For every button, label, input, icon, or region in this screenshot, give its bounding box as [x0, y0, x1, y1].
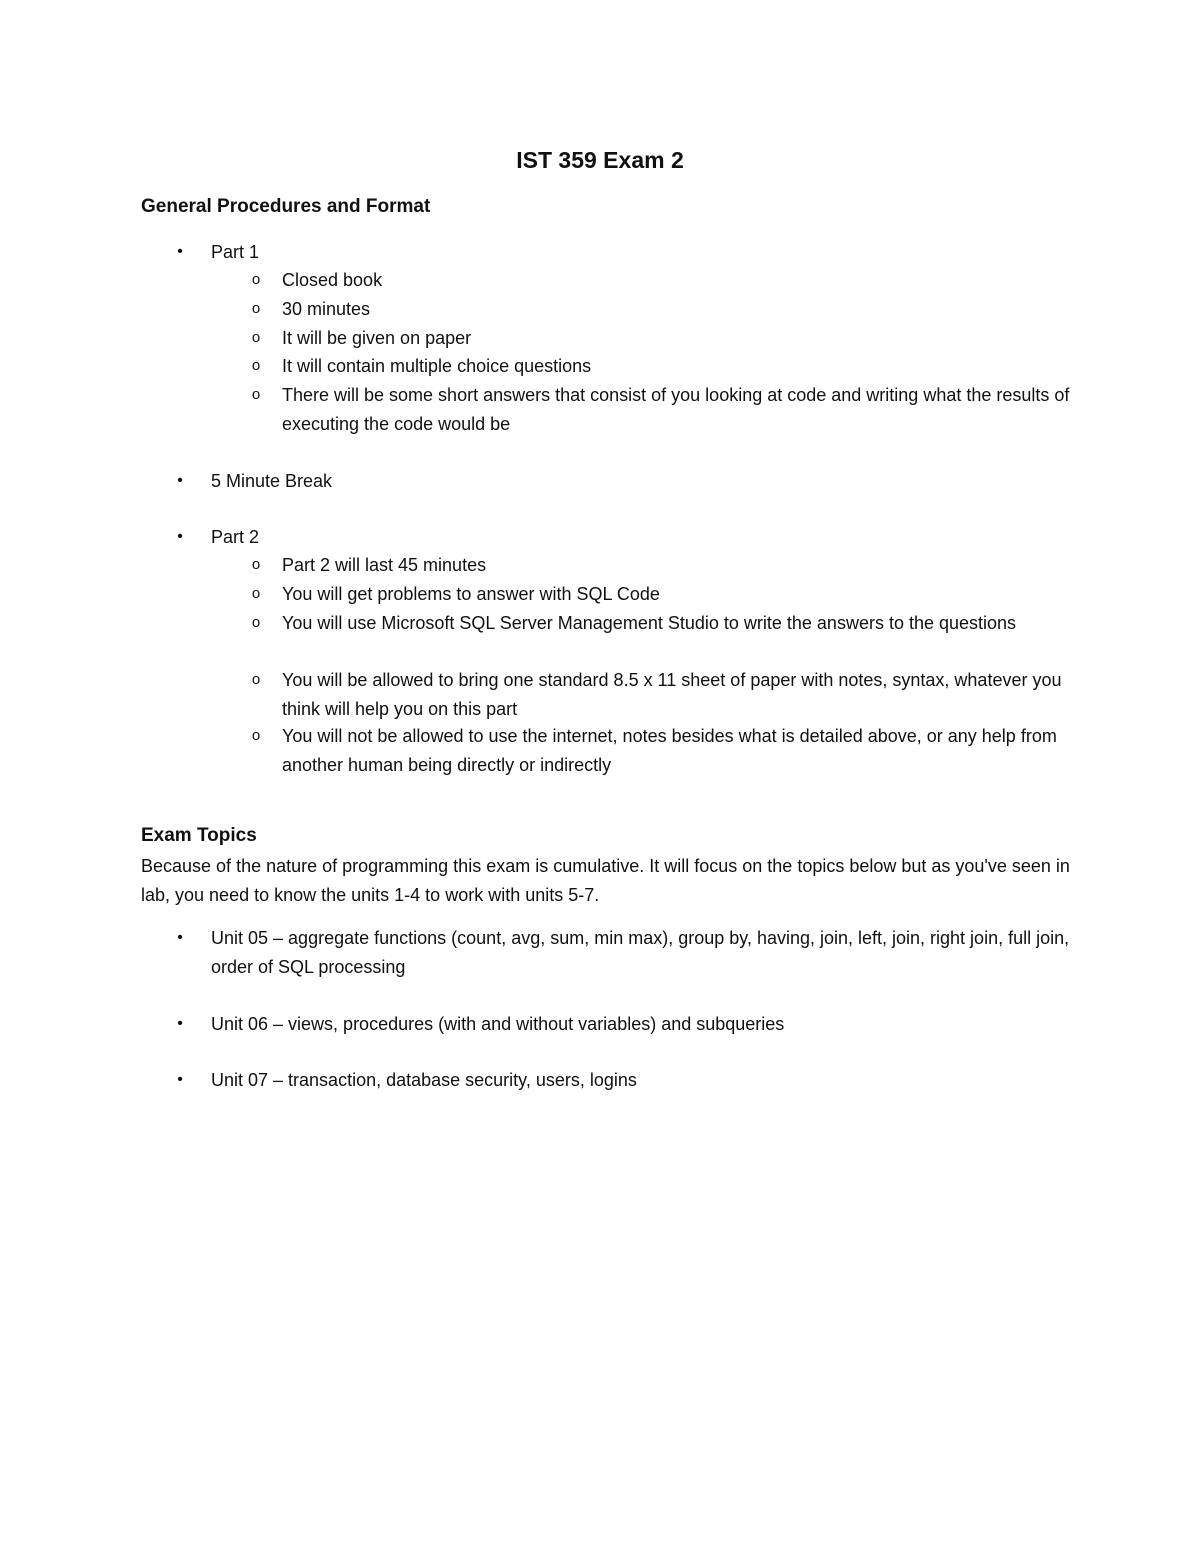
sub-bullet-icon: o: [251, 300, 261, 317]
sub-bullet-icon: o: [251, 357, 261, 374]
sub-list-item: [141, 352, 1071, 381]
document-title: IST 359 Exam 2: [516, 147, 684, 173]
sub-bullet-icon: o: [251, 727, 261, 744]
sub-list-item-text: 30 minutes: [282, 299, 371, 319]
sub-list-item-text: You will use Microsoft SQL Server Management Studio to write the answers to the questions: [282, 613, 1017, 633]
sub-list-item: [141, 381, 1071, 438]
sub-list-item: [141, 324, 1071, 353]
bullet-icon: •: [177, 472, 183, 489]
sub-bullet-icon: o: [251, 329, 261, 346]
sub-list-item-text: You will be allowed to bring one standard 8.5 x 11 sheet of paper with notes, syntax, whatever you think will help you on this part: [282, 670, 1062, 719]
sub-list-item-text: It will contain multiple choice questions: [282, 356, 592, 376]
sub-list-item: [141, 666, 1071, 723]
bullet-icon: •: [177, 1071, 183, 1088]
sub-list-item-text: Closed book: [282, 270, 383, 290]
list-item-text: Unit 06 – views, procedures (with and without variables) and subqueries: [211, 1014, 785, 1034]
section-heading-topics: Exam Topics: [141, 825, 257, 846]
sub-bullet-icon: o: [251, 614, 261, 631]
sub-list-item-text: It will be given on paper: [282, 328, 472, 348]
list-item-text: Unit 05 – aggregate functions (count, avg, sum, min max), group by, having, join, left, join, right join, full join, order of SQL processing: [211, 928, 1070, 977]
list-item-break: [141, 467, 1071, 496]
bullet-icon: •: [177, 528, 183, 545]
bullet-icon: •: [177, 929, 183, 946]
list-item-label: 5 Minute Break: [211, 471, 333, 491]
sub-list-item: [141, 295, 1071, 324]
sub-bullet-icon: o: [251, 556, 261, 573]
list-item-part2: [141, 523, 1071, 552]
list-item-part1: [141, 238, 1071, 267]
list-item-label: Part 1: [211, 242, 260, 262]
section-heading-procedures: General Procedures and Format: [141, 196, 431, 217]
bullet-icon: •: [177, 1015, 183, 1032]
sub-list-item-text: You will get problems to answer with SQL Code: [282, 584, 660, 604]
sub-list-item-text: Part 2 will last 45 minutes: [282, 555, 487, 575]
sub-bullet-icon: o: [251, 585, 261, 602]
sub-list-item: [141, 266, 1071, 295]
sub-bullet-icon: o: [251, 671, 261, 688]
list-item-unit07: [141, 1066, 1071, 1095]
sub-bullet-icon: o: [251, 386, 261, 403]
bullet-icon: •: [177, 243, 183, 260]
sub-list-item: [141, 580, 1071, 609]
sub-list-item: [141, 722, 1071, 779]
topics-intro-paragraph: Because of the nature of programming this exam is cumulative. It will focus on the topics below but as you've seen in lab, you need to know the units 1-4 to work with units 5-7.: [141, 856, 1070, 905]
list-item-unit05: [141, 924, 1071, 981]
list-item-text: Unit 07 – transaction, database security, users, logins: [211, 1070, 637, 1090]
sub-list-item: [141, 551, 1071, 580]
sub-list-item: [141, 609, 1071, 638]
list-item-unit06: [141, 1010, 1071, 1039]
list-item-label: Part 2: [211, 527, 260, 547]
sub-bullet-icon: o: [251, 271, 261, 288]
sub-list-item-text: You will not be allowed to use the internet, notes besides what is detailed above, or any help from another human being directly or indirectly: [282, 726, 1057, 775]
sub-list-item-text: There will be some short answers that consist of you looking at code and writing what the results of executing the code would be: [282, 385, 1070, 434]
